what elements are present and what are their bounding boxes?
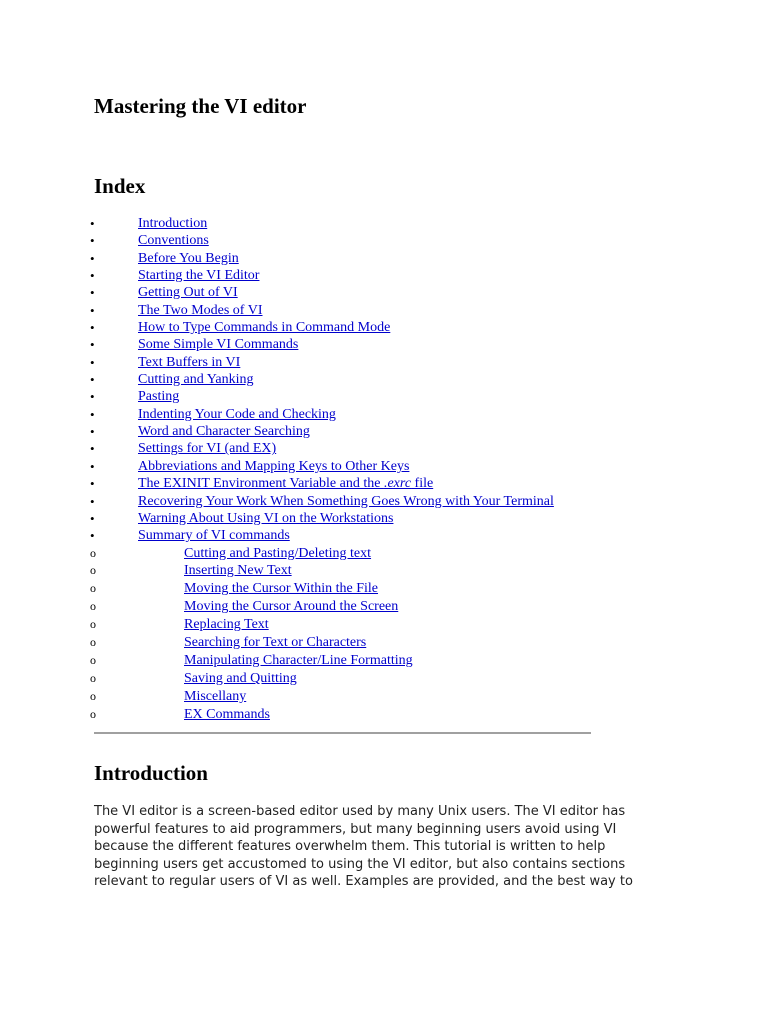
toc-item — [90, 284, 710, 301]
toc-link-emphasis: .exrc — [383, 476, 412, 492]
circle-bullet-icon: o — [90, 545, 96, 560]
toc-link-label: Moving the Cursor Around the Screen — [184, 599, 399, 615]
toc-link[interactable] — [138, 302, 263, 319]
disc-bullet-icon: • — [90, 285, 95, 301]
toc-item — [90, 406, 710, 423]
toc-link-label: Getting Out of VI — [138, 285, 238, 301]
circle-bullet-icon: o — [90, 670, 96, 685]
toc-item — [90, 302, 710, 319]
disc-bullet-icon: • — [90, 424, 95, 440]
toc-link[interactable] — [138, 440, 276, 457]
toc-link[interactable] — [138, 215, 207, 232]
disc-bullet-icon: • — [90, 493, 95, 509]
circle-bullet-icon: o — [90, 599, 96, 614]
disc-bullet-icon: • — [90, 233, 95, 249]
toc-link[interactable] — [138, 527, 290, 544]
toc-item — [90, 336, 710, 353]
toc-link-label: Manipulating Character/Line Formatting — [184, 652, 413, 668]
disc-bullet-icon: • — [90, 441, 95, 457]
disc-bullet-icon: • — [90, 510, 95, 526]
toc-item — [90, 510, 710, 527]
circle-bullet-icon: o — [90, 581, 96, 596]
toc-item — [90, 250, 710, 267]
disc-bullet-icon: • — [90, 337, 95, 353]
circle-bullet-icon: o — [90, 617, 96, 632]
toc-item — [90, 354, 710, 371]
toc-link[interactable] — [184, 634, 366, 652]
toc-link-label: Inserting New Text — [184, 563, 292, 579]
table-of-contents — [90, 215, 710, 723]
toc-link-label: Indenting Your Code and Checking — [138, 406, 336, 422]
toc-item — [90, 215, 710, 232]
circle-bullet-icon: o — [90, 634, 96, 649]
toc-item — [90, 458, 710, 475]
toc-link[interactable] — [184, 598, 398, 616]
toc-link-label: Starting the VI Editor — [138, 268, 260, 284]
toc-item — [90, 545, 710, 563]
toc-link-label: Before You Begin — [138, 250, 239, 266]
circle-bullet-icon: o — [90, 688, 96, 703]
toc-item — [90, 706, 710, 724]
introduction-heading: Introduction — [94, 761, 208, 785]
disc-bullet-icon: • — [90, 476, 95, 492]
toc-item — [90, 670, 710, 688]
toc-item — [90, 371, 710, 388]
toc-item — [90, 527, 710, 544]
disc-bullet-icon: • — [90, 250, 95, 266]
toc-item — [90, 616, 710, 634]
toc-link[interactable] — [138, 267, 259, 284]
toc-link[interactable] — [138, 319, 390, 336]
disc-bullet-icon: • — [90, 406, 95, 422]
toc-link[interactable] — [138, 354, 240, 371]
toc-link[interactable] — [138, 510, 393, 527]
disc-bullet-icon: • — [90, 302, 95, 318]
toc-link[interactable] — [184, 562, 292, 580]
toc-link-label: Recovering Your Work When Something Goes Wrong with Your Terminal — [138, 493, 554, 509]
circle-bullet-icon: o — [90, 563, 96, 578]
circle-bullet-icon: o — [90, 706, 96, 721]
circle-bullet-icon: o — [90, 652, 96, 667]
toc-link[interactable] — [138, 493, 554, 510]
toc-link-label: Abbreviations and Mapping Keys to Other Keys — [138, 458, 410, 474]
disc-bullet-icon: • — [90, 354, 95, 370]
toc-link[interactable] — [138, 458, 409, 475]
toc-item — [90, 423, 710, 440]
toc-link-label: Moving the Cursor Within the File — [184, 581, 379, 597]
toc-link-label: Pasting — [138, 389, 180, 405]
toc-link-label: Text Buffers in VI — [138, 354, 241, 370]
toc-link[interactable] — [184, 670, 297, 688]
toc-link-label: Conventions — [138, 233, 209, 249]
toc-item — [90, 634, 710, 652]
toc-link[interactable] — [184, 545, 371, 563]
toc-link[interactable] — [184, 580, 378, 598]
toc-link-label: Word and Character Searching — [138, 424, 310, 440]
toc-link-label: Replacing Text — [184, 617, 269, 633]
toc-link[interactable] — [138, 475, 433, 492]
disc-bullet-icon: • — [90, 372, 95, 388]
toc-item — [90, 493, 710, 510]
toc-item — [90, 319, 710, 336]
toc-link-label: How to Type Commands in Command Mode — [138, 320, 391, 336]
toc-item — [90, 388, 710, 405]
toc-link[interactable] — [138, 250, 239, 267]
toc-item — [90, 562, 710, 580]
toc-link-label: Cutting and Yanking — [138, 372, 254, 388]
toc-link-label: Saving and Quitting — [184, 670, 297, 686]
toc-item — [90, 475, 710, 492]
toc-link-label: Miscellany — [184, 688, 247, 704]
toc-item — [90, 580, 710, 598]
introduction-paragraph: The VI editor is a screen-based editor used by many Unix users. The VI editor has powerful features to aid programmers, but many beginning users avoid using VI because the different features overwhelm them. This tutorial is written to help beginning users get accustomed to using the VI editor, but also contains sections relevant to regular users of VI as well. Examples are provided, and the best way to — [94, 804, 633, 890]
disc-bullet-icon: • — [90, 389, 95, 405]
toc-item — [90, 232, 710, 249]
toc-link[interactable] — [138, 371, 254, 388]
toc-link-label: Cutting and Pasting/Deleting text — [184, 545, 372, 561]
toc-link[interactable] — [184, 616, 269, 634]
toc-link[interactable] — [138, 232, 209, 249]
toc-link-label: Introduction — [138, 216, 208, 231]
disc-bullet-icon: • — [90, 216, 95, 231]
toc-link-label: Some Simple VI Commands — [138, 337, 299, 353]
toc-link-label: Summary of VI commands — [138, 528, 290, 544]
toc-item — [90, 440, 710, 457]
toc-item — [90, 652, 710, 670]
toc-item — [90, 688, 710, 706]
disc-bullet-icon: • — [90, 320, 95, 336]
toc-link-label: Searching for Text or Characters — [184, 634, 367, 650]
index-heading: Index — [94, 174, 146, 198]
toc-link[interactable] — [184, 706, 270, 724]
toc-link-label: Warning About Using VI on the Workstations — [138, 510, 394, 526]
toc-item — [90, 267, 710, 284]
toc-link[interactable] — [184, 688, 246, 706]
toc-item — [90, 598, 710, 616]
disc-bullet-icon: • — [90, 268, 95, 284]
toc-link-tail: file — [411, 476, 434, 492]
toc-link[interactable] — [138, 406, 336, 423]
disc-bullet-icon: • — [90, 528, 95, 544]
toc-link[interactable] — [138, 336, 298, 353]
toc-link[interactable] — [138, 388, 179, 405]
toc-link-label: Settings for VI (and EX) — [138, 441, 277, 457]
toc-link[interactable] — [138, 284, 238, 301]
toc-link[interactable] — [184, 652, 413, 670]
toc-link-label: EX Commands — [184, 706, 270, 722]
toc-link[interactable] — [138, 423, 310, 440]
toc-link-label: The Two Modes of VI — [138, 302, 263, 318]
document-title: Mastering the VI editor — [94, 94, 307, 118]
section-divider — [94, 732, 591, 734]
toc-link-label: The EXINIT Environment Variable and the — [138, 476, 384, 492]
disc-bullet-icon: • — [90, 458, 95, 474]
